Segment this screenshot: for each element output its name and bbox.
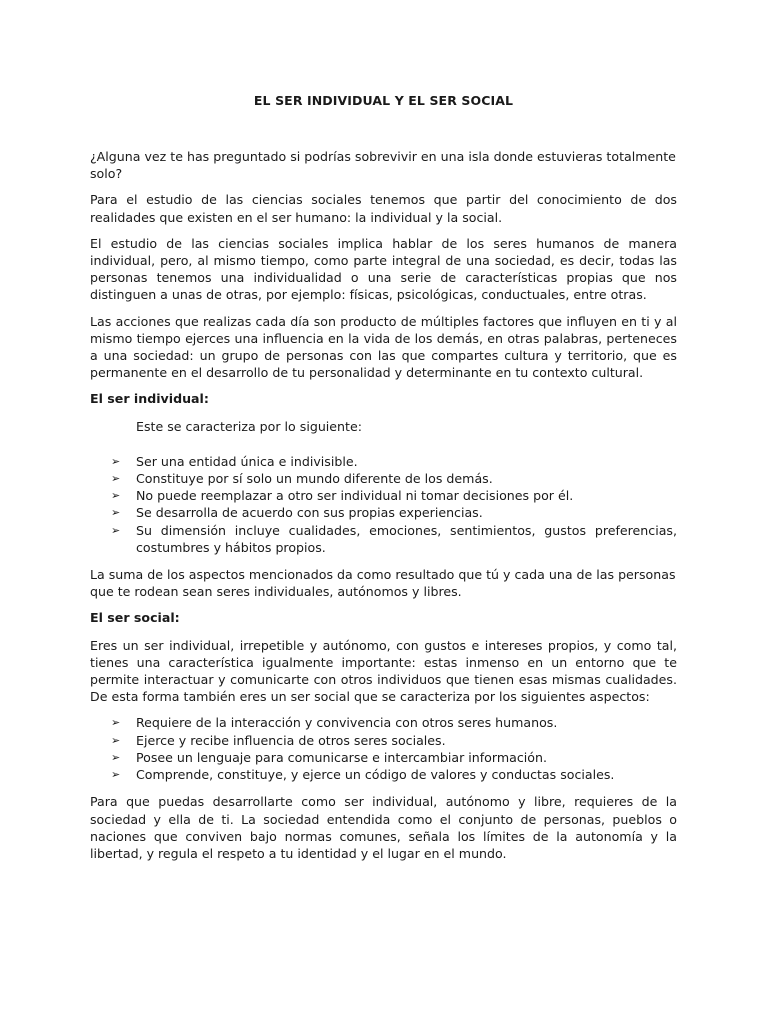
list-item-text: Constituye por sí solo un mundo diferente de los demás. — [136, 471, 493, 487]
list-item — [90, 487, 677, 504]
arrow-bullet-icon: ➢ — [111, 716, 121, 730]
document-body — [90, 148, 677, 871]
individual-lead: Este se caracteriza por lo siguiente: — [136, 418, 362, 434]
list-item-text: Ejerce y recibe influencia de otros seres sociales. — [136, 732, 446, 748]
list-item-text: Se desarrolla de acuerdo con sus propias experiencias. — [136, 505, 483, 521]
list-item — [90, 714, 677, 731]
arrow-bullet-icon: ➢ — [111, 733, 121, 747]
list-item — [90, 453, 677, 470]
list-item — [90, 504, 677, 521]
list-item — [90, 522, 677, 556]
arrow-bullet-icon: ➢ — [111, 472, 121, 486]
intro-paragraph-3: El estudio de las ciencias sociales implica hablar de los seres humanos de manera individual, pero, al mismo tiempo, como parte integral de una sociedad, es decir, todas las personas tenemos una individualidad o una serie de características propias que nos distinguen a unas de otras, por ejemplo: físicas, psicológicas, conductuales, entre otras. — [90, 235, 677, 303]
intro-paragraph-4: Las acciones que realizas cada día son producto de múltiples factores que influyen en ti y al mismo tiempo ejerces una influencia en la vida de los demás, en otras palabras, perteneces a una sociedad: un grupo de personas con las que compartes cultura y territorio, que es permanente en el desarrollo de tu personalidad y determinante en tu contexto cultural. — [90, 313, 677, 381]
list-item-text: Posee un lenguaje para comunicarse e intercambiar información. — [136, 749, 547, 765]
arrow-bullet-icon: ➢ — [111, 523, 121, 537]
social-list — [90, 714, 677, 783]
list-item-text: Comprende, constituye, y ejerce un código de valores y conductas sociales. — [136, 767, 615, 783]
arrow-bullet-icon: ➢ — [111, 489, 121, 503]
individual-list — [90, 453, 677, 556]
individual-closing: La suma de los aspectos mencionados da como resultado que tú y cada una de las personas que te rodean sean seres individuales, autónomos y libres. — [90, 567, 676, 600]
arrow-bullet-icon: ➢ — [111, 506, 121, 520]
arrow-bullet-icon: ➢ — [111, 750, 121, 764]
arrow-bullet-icon: ➢ — [111, 454, 121, 468]
page-title: EL SER INDIVIDUAL Y EL SER SOCIAL — [253, 93, 514, 108]
list-item — [90, 470, 677, 487]
list-item — [90, 766, 677, 783]
arrow-bullet-icon: ➢ — [111, 768, 121, 782]
intro-paragraph-2: Para el estudio de las ciencias sociales tenemos que partir del conocimiento de dos realidades que existen en el ser humano: la individual y la social. — [90, 192, 677, 225]
list-item — [90, 732, 677, 749]
social-paragraph: Eres un ser individual, irrepetible y autónomo, con gustos e intereses propios, y como tal, tienes una característica igualmente importante: estas inmenso en un entorno que te permite interactuar y comunicarte con otros individuos que tienen esas mismas cualidades. De esta forma también eres un ser social que se caracteriza por los siguientes aspectos: — [90, 637, 677, 705]
list-item-text: Su dimensión incluye cualidades, emociones, sentimientos, gustos preferencias, costumbres y hábitos propios. — [136, 522, 677, 555]
list-item-text: Ser una entidad única e indivisible. — [136, 453, 358, 469]
social-closing: Para que puedas desarrollarte como ser individual, autónomo y libre, requieres de la sociedad y ella de ti. La sociedad entendida como el conjunto de personas, pueblos o naciones que conviven bajo normas comunes, señala los límites de la autonomía y la libertad, y regula el respeto a tu identidad y el lugar en el mundo. — [90, 794, 677, 861]
intro-paragraph-1: ¿Alguna vez te has preguntado si podrías sobrevivir en una isla donde estuvieras totalmente solo? — [90, 149, 676, 182]
section-heading-social: El ser social: — [90, 610, 180, 626]
section-heading-individual: El ser individual: — [90, 391, 209, 407]
list-item-text: No puede reemplazar a otro ser individual ni tomar decisiones por él. — [136, 488, 574, 504]
list-item — [90, 749, 677, 766]
list-item-text: Requiere de la interacción y convivencia con otros seres humanos. — [136, 715, 558, 731]
